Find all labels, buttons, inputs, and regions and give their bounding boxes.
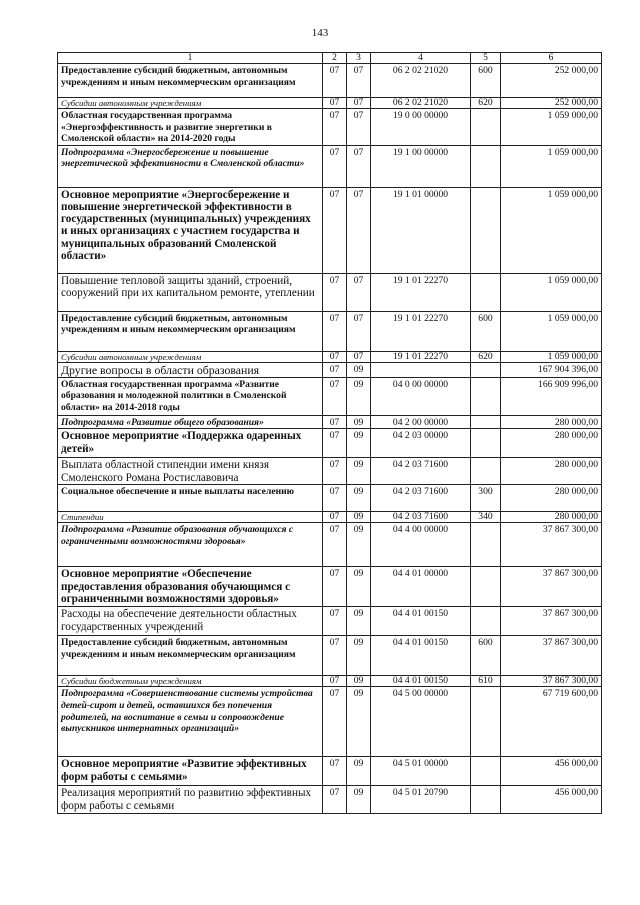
- amount: 252 000,00: [501, 98, 602, 109]
- expense-type-code: [471, 607, 501, 636]
- subsection-code: 07: [347, 64, 371, 98]
- target-article-code: 19 0 00 00000: [371, 109, 471, 146]
- expense-type-code: 600: [471, 64, 501, 98]
- table-row: [58, 786, 602, 814]
- target-article-code: [371, 362, 471, 377]
- target-article-code: 04 2 00 00000: [371, 415, 471, 429]
- item-name: Подпрограмма «Развитие общего образования»: [58, 415, 323, 429]
- table-row: [58, 98, 602, 109]
- amount: 1 059 000,00: [501, 109, 602, 146]
- amount: 280 000,00: [501, 429, 602, 458]
- amount: 166 909 996,00: [501, 377, 602, 415]
- target-article-code: 04 2 03 71600: [371, 458, 471, 485]
- table-row: [58, 351, 602, 362]
- section-code: 07: [323, 523, 347, 567]
- expense-type-code: 600: [471, 636, 501, 676]
- amount: 1 059 000,00: [501, 351, 602, 362]
- subsection-code: 09: [347, 485, 371, 512]
- section-code: 07: [323, 377, 347, 415]
- expense-type-code: [471, 109, 501, 146]
- table-row: [58, 607, 602, 636]
- subsection-code: 07: [347, 273, 371, 311]
- subsection-code: 09: [347, 607, 371, 636]
- item-name: Стипендии: [58, 512, 323, 523]
- target-article-code: 04 4 01 00000: [371, 567, 471, 607]
- table-row: [58, 273, 602, 311]
- target-article-code: 04 4 01 00150: [371, 607, 471, 636]
- expense-type-code: 610: [471, 676, 501, 687]
- item-name: Подпрограмма «Развитие образования обучающихся с ограниченными возможностями здоровья»: [58, 523, 323, 567]
- target-article-code: 04 4 01 00150: [371, 676, 471, 687]
- table-row: [58, 757, 602, 786]
- amount: 280 000,00: [501, 458, 602, 485]
- section-code: 07: [323, 458, 347, 485]
- subsection-code: 09: [347, 415, 371, 429]
- section-code: 07: [323, 757, 347, 786]
- amount: 1 059 000,00: [501, 311, 602, 351]
- amount: 1 059 000,00: [501, 273, 602, 311]
- expense-type-code: [471, 687, 501, 757]
- expense-type-code: 340: [471, 512, 501, 523]
- amount: 67 719 600,00: [501, 687, 602, 757]
- amount: 280 000,00: [501, 512, 602, 523]
- table-row: [58, 415, 602, 429]
- column-number: 3: [347, 53, 371, 64]
- amount: 1 059 000,00: [501, 145, 602, 187]
- item-name: Предоставление субсидий бюджетным, автономным учреждениям и иным некоммерческим организациям: [58, 64, 323, 98]
- target-article-code: 04 4 01 00150: [371, 636, 471, 676]
- amount: 37 867 300,00: [501, 567, 602, 607]
- expense-type-code: 620: [471, 351, 501, 362]
- expense-type-code: [471, 786, 501, 814]
- target-article-code: 04 2 03 00000: [371, 429, 471, 458]
- expense-type-code: [471, 567, 501, 607]
- budget-table: [57, 52, 602, 814]
- section-code: 07: [323, 187, 347, 273]
- expense-type-code: [471, 187, 501, 273]
- amount: 167 904 396,00: [501, 362, 602, 377]
- item-name: Предоставление субсидий бюджетным, автономным учреждениям и иным некоммерческим организациям: [58, 636, 323, 676]
- amount: 280 000,00: [501, 415, 602, 429]
- item-name: Основное мероприятие «Поддержка одаренных детей»: [58, 429, 323, 458]
- subsection-code: 09: [347, 567, 371, 607]
- item-name: Социальное обеспечение и иные выплаты населению: [58, 485, 323, 512]
- target-article-code: 04 5 00 00000: [371, 687, 471, 757]
- section-code: 07: [323, 98, 347, 109]
- section-code: 07: [323, 415, 347, 429]
- expense-type-code: [471, 429, 501, 458]
- subsection-code: 09: [347, 512, 371, 523]
- subsection-code: 09: [347, 676, 371, 687]
- page-number: 143: [311, 27, 329, 39]
- target-article-code: 19 1 01 22270: [371, 311, 471, 351]
- section-code: 07: [323, 64, 347, 98]
- table-row: [58, 676, 602, 687]
- expense-type-code: 620: [471, 98, 501, 109]
- item-name: Другие вопросы в области образования: [58, 362, 323, 377]
- column-number-row: [58, 53, 602, 64]
- expense-type-code: [471, 145, 501, 187]
- section-code: 07: [323, 607, 347, 636]
- subsection-code: 09: [347, 429, 371, 458]
- expense-type-code: [471, 458, 501, 485]
- amount: 37 867 300,00: [501, 636, 602, 676]
- target-article-code: 06 2 02 21020: [371, 98, 471, 109]
- section-code: 07: [323, 351, 347, 362]
- amount: 37 867 300,00: [501, 676, 602, 687]
- subsection-code: 09: [347, 636, 371, 676]
- target-article-code: 06 2 02 21020: [371, 64, 471, 98]
- table-row: [58, 567, 602, 607]
- target-article-code: 04 5 01 00000: [371, 757, 471, 786]
- subsection-code: 07: [347, 187, 371, 273]
- subsection-code: 09: [347, 786, 371, 814]
- amount: 37 867 300,00: [501, 523, 602, 567]
- table-row: [58, 362, 602, 377]
- amount: 456 000,00: [501, 757, 602, 786]
- amount: 37 867 300,00: [501, 607, 602, 636]
- item-name: Областная государственная программа «Развитие образования и молодежной политики в Смоленской области» на 2014-2018 годы: [58, 377, 323, 415]
- item-name: Подпрограмма «Энергосбережение и повышение энергетической эффективности в Смоленской области»: [58, 145, 323, 187]
- expense-type-code: 600: [471, 311, 501, 351]
- table-row: [58, 512, 602, 523]
- item-name: Субсидии автономным учреждениям: [58, 351, 323, 362]
- target-article-code: 04 4 00 00000: [371, 523, 471, 567]
- section-code: 07: [323, 687, 347, 757]
- section-code: 07: [323, 145, 347, 187]
- table-row: [58, 485, 602, 512]
- item-name: Повышение тепловой защиты зданий, строений, сооружений при их капитальном ремонте, утеплении: [58, 273, 323, 311]
- item-name: Основное мероприятие «Развитие эффективных форм работы с семьями»: [58, 757, 323, 786]
- column-number: 5: [471, 53, 501, 64]
- item-name: Областная государственная программа «Энергоэффективность и развитие энергетики в Смоленской области» на 2014-2020 годы: [58, 109, 323, 146]
- budget-table-body: [58, 53, 602, 814]
- section-code: 07: [323, 636, 347, 676]
- section-code: 07: [323, 311, 347, 351]
- section-code: 07: [323, 109, 347, 146]
- section-code: 07: [323, 786, 347, 814]
- subsection-code: 09: [347, 377, 371, 415]
- target-article-code: 04 2 03 71600: [371, 512, 471, 523]
- subsection-code: 07: [347, 351, 371, 362]
- target-article-code: 19 1 01 22270: [371, 351, 471, 362]
- column-number: 4: [371, 53, 471, 64]
- table-row: [58, 187, 602, 273]
- item-name: Предоставление субсидий бюджетным, автономным учреждениям и иным некоммерческим организациям: [58, 311, 323, 351]
- table-row: [58, 109, 602, 146]
- target-article-code: 04 0 00 00000: [371, 377, 471, 415]
- item-name: Выплата областной стипендии имени князя Смоленского Романа Ростиславовича: [58, 458, 323, 485]
- target-article-code: 19 1 00 00000: [371, 145, 471, 187]
- subsection-code: 07: [347, 311, 371, 351]
- table-row: [58, 311, 602, 351]
- column-number: 1: [58, 53, 323, 64]
- amount: 252 000,00: [501, 64, 602, 98]
- column-number: 6: [501, 53, 602, 64]
- amount: 1 059 000,00: [501, 187, 602, 273]
- expense-type-code: [471, 757, 501, 786]
- subsection-code: 07: [347, 145, 371, 187]
- subsection-code: 07: [347, 109, 371, 146]
- table-row: [58, 458, 602, 485]
- target-article-code: 04 2 03 71600: [371, 485, 471, 512]
- subsection-code: 09: [347, 687, 371, 757]
- item-name: Подпрограмма «Совершенствование системы устройства детей-сирот и детей, оставшихся без попечения родителей, на воспитание в семьи и сопровождение выпускников интернатных организаций»: [58, 687, 323, 757]
- column-number: 2: [323, 53, 347, 64]
- item-name: Расходы на обеспечение деятельности областных государственных учреждений: [58, 607, 323, 636]
- section-code: 07: [323, 429, 347, 458]
- amount: 456 000,00: [501, 786, 602, 814]
- item-name: Реализация мероприятий по развитию эффективных форм работы с семьями: [58, 786, 323, 814]
- expense-type-code: [471, 377, 501, 415]
- expense-type-code: 300: [471, 485, 501, 512]
- table-row: [58, 429, 602, 458]
- target-article-code: 19 1 01 22270: [371, 273, 471, 311]
- section-code: 07: [323, 273, 347, 311]
- subsection-code: 09: [347, 362, 371, 377]
- item-name: Основное мероприятие «Энергосбережение и повышение энергетической эффективности в государственных (муниципальных) учреждениях и иных организациях с участием государства и муниципальных образований Смоленской области»: [58, 187, 323, 273]
- subsection-code: 09: [347, 757, 371, 786]
- table-row: [58, 687, 602, 757]
- section-code: 07: [323, 362, 347, 377]
- amount: 280 000,00: [501, 485, 602, 512]
- expense-type-code: [471, 523, 501, 567]
- table-row: [58, 377, 602, 415]
- section-code: 07: [323, 485, 347, 512]
- subsection-code: 09: [347, 523, 371, 567]
- section-code: 07: [323, 512, 347, 523]
- table-row: [58, 145, 602, 187]
- item-name: Субсидии автономным учреждениям: [58, 98, 323, 109]
- section-code: 07: [323, 676, 347, 687]
- table-row: [58, 523, 602, 567]
- item-name: Основное мероприятие «Обеспечение предоставления образования обучающимся с ограниченными возможностями здоровья»: [58, 567, 323, 607]
- expense-type-code: [471, 362, 501, 377]
- section-code: 07: [323, 567, 347, 607]
- item-name: Субсидии бюджетным учреждениям: [58, 676, 323, 687]
- table-row: [58, 636, 602, 676]
- target-article-code: 19 1 01 00000: [371, 187, 471, 273]
- subsection-code: 07: [347, 98, 371, 109]
- expense-type-code: [471, 273, 501, 311]
- target-article-code: 04 5 01 20790: [371, 786, 471, 814]
- subsection-code: 09: [347, 458, 371, 485]
- expense-type-code: [471, 415, 501, 429]
- table-row: [58, 64, 602, 98]
